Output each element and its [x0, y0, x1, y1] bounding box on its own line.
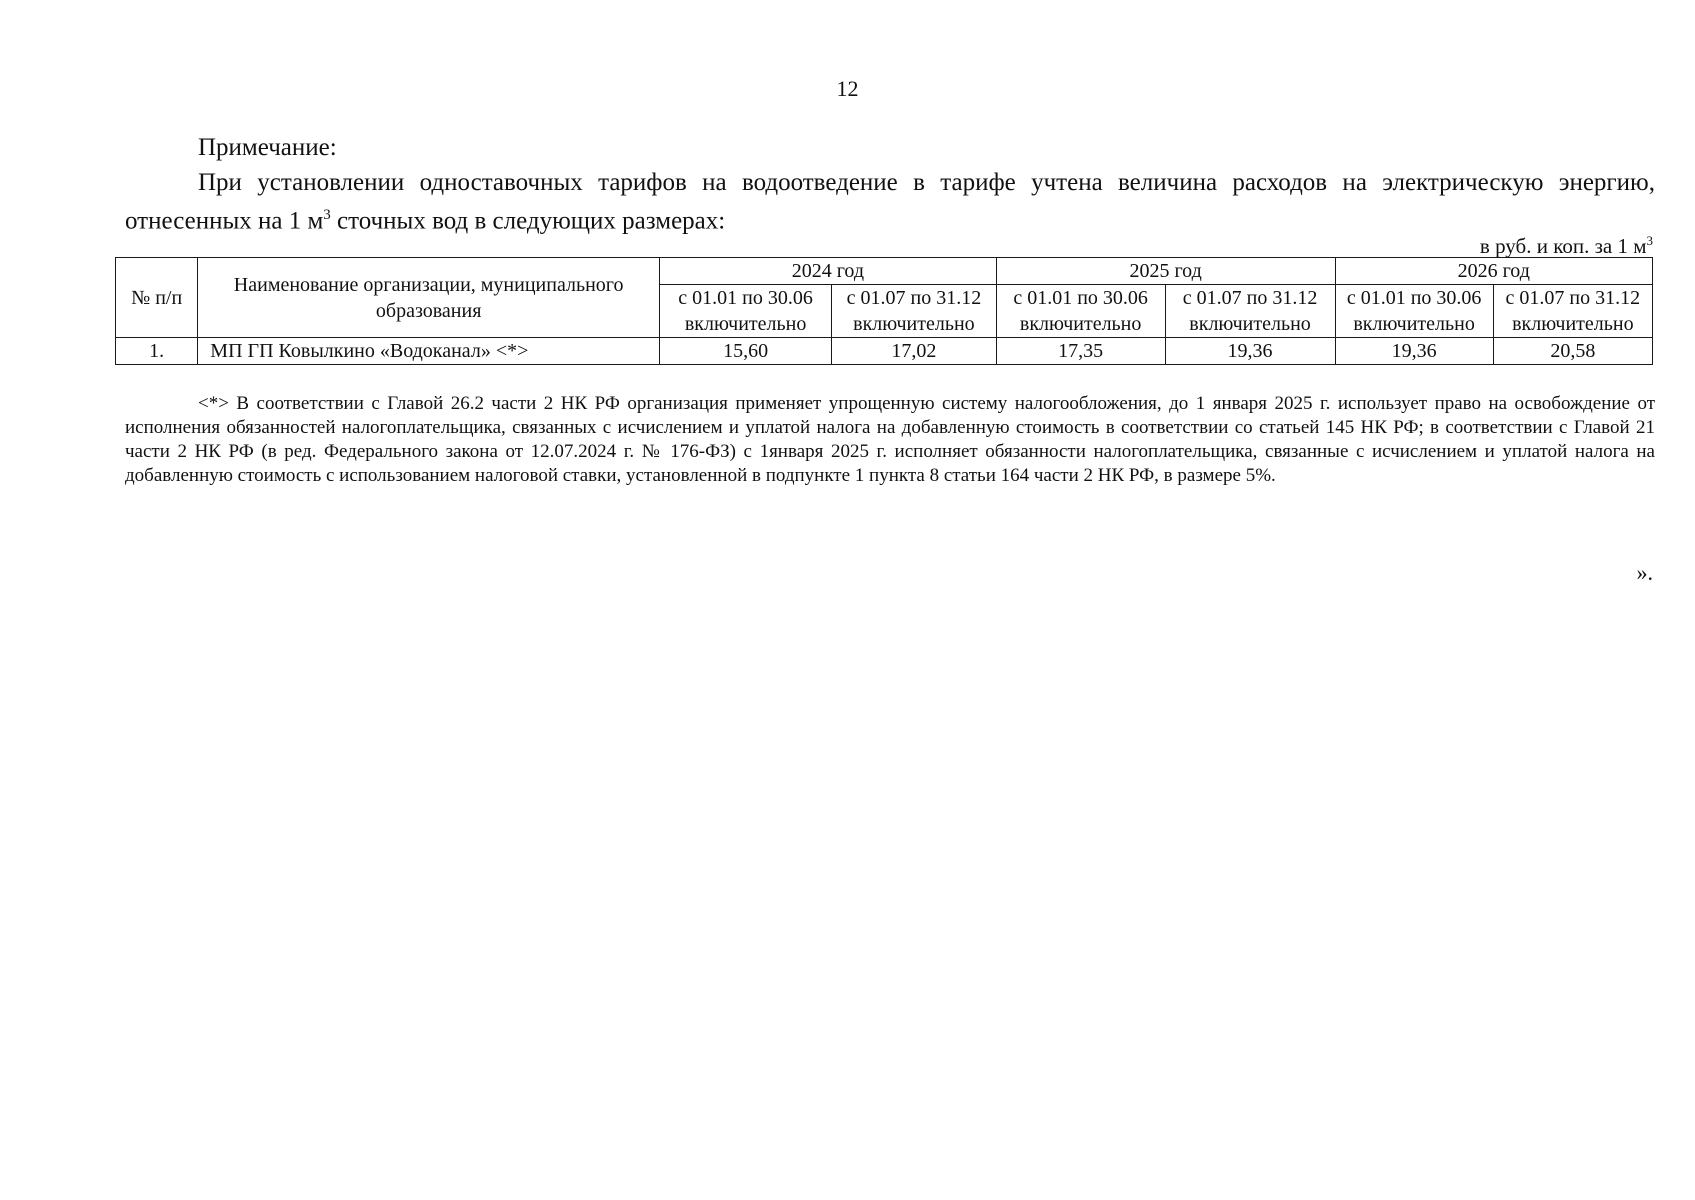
- table-row: [116, 338, 1653, 365]
- row-number: 1.: [116, 338, 198, 365]
- closing-quote-mark: ».: [1636, 560, 1653, 585]
- header-period: с 01.01 по 30.06 включительно: [660, 285, 832, 338]
- units-label: [1480, 233, 1653, 259]
- units-text: в руб. и коп. за 1 м: [1479, 234, 1647, 258]
- header-year-2026: 2026 год: [1335, 258, 1652, 285]
- tariff-table: [115, 257, 1653, 365]
- footnote: <*> В соответствии с Главой 26.2 части 2 НК РФ организация применяет упрощенную систему налогообложения, до 1 января 2025 г. использует право на освобождение от исполнения обязанностей налогоплательщика, связанных с исчислением и уплатой налога на добавленную стоимость в соответствии со статьей 145 НК РФ; в соответствии с Главой 21 части 2 НК РФ (в ред. Федерального закона от 12.07.2024 г. № 176-ФЗ) с 1января 2025 г. исполняет обязанности налогоплательщика, связанные с исчислением и уплатой налога на добавленную стоимость с использованием налоговой ставки, установленной в подпункте 1 пункта 8 статьи 164 части 2 НК РФ, в размере 5%.: [125, 393, 1655, 486]
- header-period: с 01.01 по 30.06 включительно: [996, 285, 1165, 338]
- units-superscript: 3: [1646, 233, 1653, 248]
- header-number: № п/п: [116, 258, 198, 338]
- row-value: 15,60: [660, 338, 832, 365]
- note-paragraph: [125, 166, 1655, 237]
- header-period: с 01.07 по 31.12 включительно: [832, 285, 997, 338]
- header-period: с 01.01 по 30.06 включительно: [1335, 285, 1493, 338]
- note-paragraph-text-end: сточных вод в следующих размерах:: [330, 207, 726, 235]
- row-value: 19,36: [1165, 338, 1335, 365]
- row-organization-name: МП ГП Ковылкино «Водоканал» <*>: [198, 338, 660, 365]
- row-value: 17,02: [832, 338, 997, 365]
- page-number: 12: [836, 76, 859, 101]
- header-year-2024: 2024 год: [660, 258, 997, 285]
- row-value: 17,35: [996, 338, 1165, 365]
- note-paragraph-text: При установлении одноставочных тарифов на водоотведение в тарифе учтена величина расходов на электрическую энергию, отнесенных на 1 м: [125, 169, 1655, 235]
- header-period: с 01.07 по 31.12 включительно: [1165, 285, 1335, 338]
- note-paragraph-superscript: 3: [323, 207, 331, 223]
- table-header-row-years: [116, 258, 1653, 285]
- header-organization-name: Наименование организации, муниципального образования: [198, 258, 660, 338]
- row-value: 20,58: [1493, 338, 1652, 365]
- row-value: 19,36: [1335, 338, 1493, 365]
- note-heading: Примечание:: [198, 134, 337, 161]
- header-period: с 01.07 по 31.12 включительно: [1493, 285, 1652, 338]
- header-year-2025: 2025 год: [996, 258, 1335, 285]
